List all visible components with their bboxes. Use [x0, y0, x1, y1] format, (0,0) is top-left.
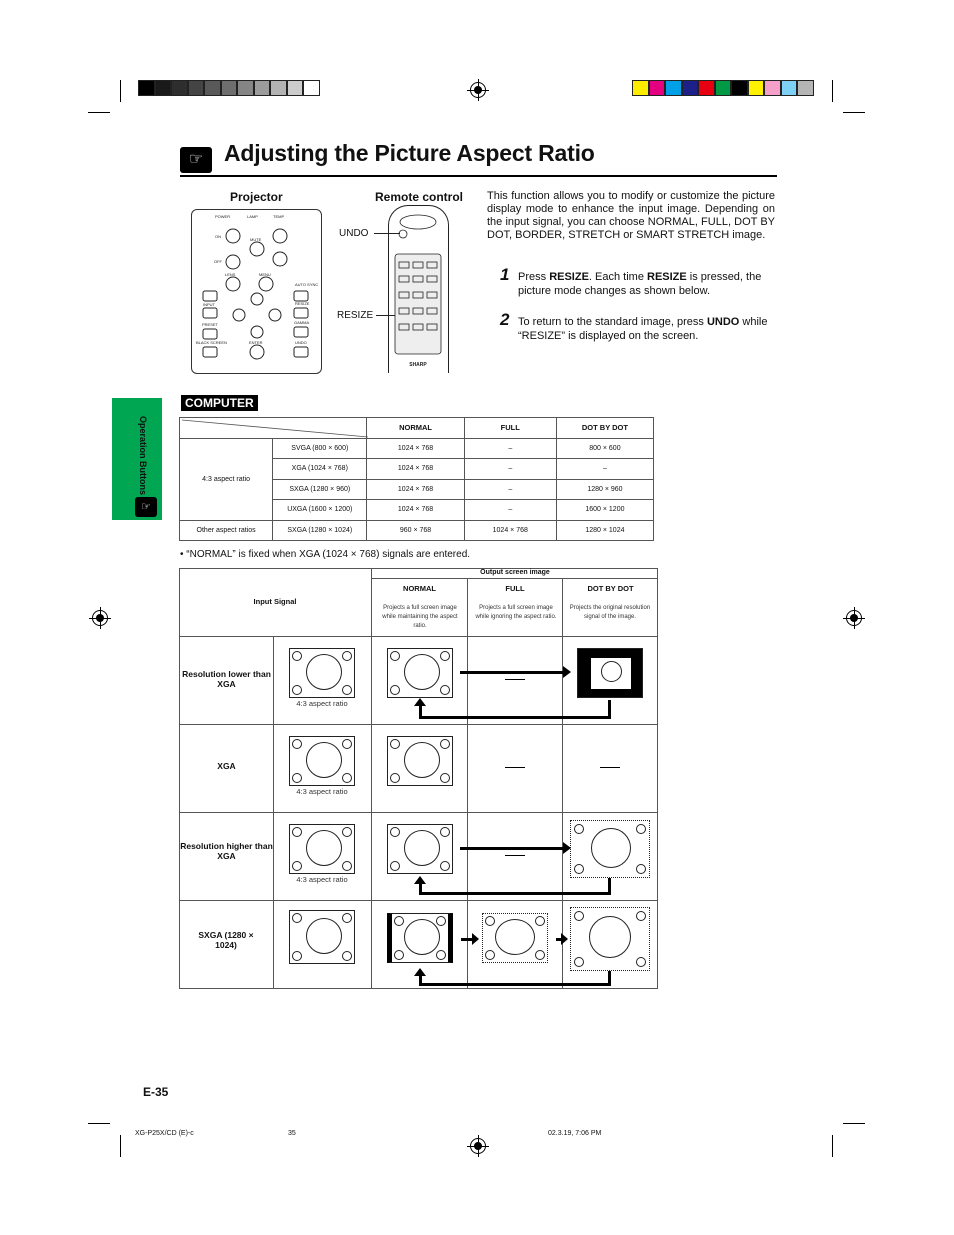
color-swatch: [715, 80, 732, 96]
svg-text:LENS: LENS: [225, 272, 236, 277]
table-cell: 800 × 600: [556, 438, 653, 459]
registration-mark: [470, 1138, 486, 1154]
remote-label: Remote control: [375, 190, 464, 204]
arrow-head-up: [414, 698, 426, 706]
row-label: SXGA (1280 × 1024): [198, 930, 254, 950]
input-caption: 4:3 aspect ratio: [296, 787, 348, 796]
svg-text:ENTER: ENTER: [249, 340, 263, 345]
svg-text:SHARP: SHARP: [409, 362, 427, 368]
sidebar-label: Operation Buttons: [138, 416, 148, 495]
color-swatch: [221, 80, 238, 96]
projector-keypad: [191, 209, 322, 374]
table-cell: –: [464, 500, 556, 521]
col-full-desc: Projects a full screen image while ignoring the aspect ratio.: [475, 605, 557, 620]
arrow-head-right: [563, 842, 571, 854]
col-dot-by-dot: DOT BY DOT: [587, 584, 634, 593]
input-caption: 4:3 aspect ratio: [296, 875, 348, 884]
input-caption: 4:3 aspect ratio: [296, 699, 348, 708]
grid-line: [467, 578, 468, 989]
table-cell: 1024 × 768: [367, 438, 464, 459]
svg-text:POWER: POWER: [215, 214, 231, 219]
svg-text:PRESET: PRESET: [202, 322, 219, 327]
grid-line: [562, 578, 563, 989]
color-swatch: [287, 80, 304, 96]
screen-image: [570, 907, 650, 971]
table-cell: XGA (1024 × 768): [273, 459, 367, 480]
table-cell: 1024 × 768: [367, 500, 464, 521]
output-screen-header: Output screen image: [480, 569, 550, 576]
grid-line: [179, 724, 658, 725]
cycle-arrow: [419, 706, 422, 718]
page-number: E-35: [143, 1085, 169, 1099]
color-swatch: [188, 80, 205, 96]
crop-mark: [88, 112, 110, 113]
svg-text:BLACK SCREEN: BLACK SCREEN: [196, 340, 227, 345]
svg-text:GAMMA: GAMMA: [294, 320, 310, 325]
arrow-head-right: [561, 933, 568, 945]
crop-mark: [120, 80, 121, 102]
svg-text:LAMP: LAMP: [247, 214, 258, 219]
grid-line: [371, 568, 372, 989]
table-corner-cell: [180, 418, 367, 439]
svg-text:MENU: MENU: [259, 272, 271, 277]
registration-mark: [846, 610, 862, 626]
intro-paragraph: This function allows you to modify or customize the picture display mode to enhance the input image. Depending on the input signal, you can choose NORMAL, FULL, DOT BY DOT, BORDER, STRETCH or SMART STRETCH image.: [487, 190, 775, 241]
not-applicable-dash: [600, 767, 620, 768]
cycle-arrow: [419, 892, 611, 895]
crop-mark: [843, 1123, 865, 1124]
color-swatch: [204, 80, 221, 96]
screen-image: [289, 910, 355, 964]
remote-control-drawing: [388, 205, 449, 373]
crop-mark: [843, 112, 865, 113]
svg-text:OFF: OFF: [214, 259, 222, 264]
table-cell: 1024 × 768: [367, 459, 464, 480]
cycle-arrow: [460, 671, 565, 674]
color-swatch: [781, 80, 798, 96]
svg-text:UNDO: UNDO: [295, 340, 307, 345]
color-swatch: [303, 80, 320, 96]
cycle-arrow: [419, 884, 422, 894]
screen-image: [387, 913, 453, 963]
arrow-head-right: [472, 933, 479, 945]
table-cell: –: [464, 459, 556, 480]
grid-line: [179, 900, 658, 901]
screen-image: [289, 648, 355, 698]
crop-mark: [88, 1123, 110, 1124]
computer-section-badge: COMPUTER: [181, 395, 258, 411]
registration-mark: [92, 610, 108, 626]
col-normal-desc: Projects a full screen image while maintaining the aspect ratio.: [382, 605, 458, 629]
col-normal: NORMAL: [403, 584, 436, 593]
projector-label: Projector: [230, 190, 283, 204]
registration-mark: [470, 82, 486, 98]
step-1-number: 1: [500, 265, 510, 284]
resolution-table: [179, 417, 654, 541]
not-applicable-dash: [505, 679, 525, 680]
input-signal-header: Input Signal: [253, 597, 297, 606]
group-label: 4:3 aspect ratio: [180, 438, 273, 520]
screen-image: [289, 736, 355, 786]
color-swatch: [171, 80, 188, 96]
screen-image: [289, 824, 355, 874]
table-cell: –: [556, 459, 653, 480]
table-cell: 1280 × 1024: [556, 520, 653, 541]
table-cell: SXGA (1280 × 960): [273, 479, 367, 500]
screen-image: [387, 824, 453, 874]
color-swatch: [797, 80, 814, 96]
color-swatch: [138, 80, 155, 96]
cycle-arrow: [419, 983, 611, 986]
svg-text:AUTO SYNC: AUTO SYNC: [295, 282, 319, 287]
cycle-arrow: [419, 976, 422, 985]
color-swatch: [155, 80, 172, 96]
svg-text:INPUT: INPUT: [203, 302, 215, 307]
remote-hand-icon: ☞: [135, 497, 157, 517]
table-cell: 1280 × 960: [556, 479, 653, 500]
arrow-head-right: [563, 666, 571, 678]
svg-text:MUTE: MUTE: [250, 237, 262, 242]
remote-hand-icon: ☞: [180, 147, 212, 173]
footer-file: XG-P25X/CD (E)-c: [135, 1130, 194, 1137]
color-swatch: [764, 80, 781, 96]
row-label: XGA: [217, 761, 236, 771]
grid-line: [371, 578, 658, 579]
table-cell: 960 × 768: [367, 520, 464, 541]
undo-callout: UNDO: [339, 228, 369, 239]
table-cell: 1024 × 768: [367, 479, 464, 500]
screen-circle: [601, 661, 622, 682]
col-header-normal: NORMAL: [367, 418, 464, 439]
arrow-head-up: [414, 876, 426, 884]
color-swatch: [698, 80, 715, 96]
col-full: FULL: [505, 584, 525, 593]
row-label: Resolution higher than XGA: [180, 841, 273, 861]
screen-image: [387, 736, 453, 786]
step-1-text: Press RESIZE. Each time RESIZE is pressed, the picture mode changes as shown below.: [518, 271, 762, 297]
svg-text:TEMP: TEMP: [273, 214, 285, 219]
table-cell: 1600 × 1200: [556, 500, 653, 521]
color-swatch: [731, 80, 748, 96]
crop-mark: [832, 80, 833, 102]
color-swatch: [237, 80, 254, 96]
grid-line: [179, 636, 658, 637]
step-2-number: 2: [500, 310, 510, 329]
color-swatch: [254, 80, 271, 96]
crop-mark: [120, 1135, 121, 1157]
table-cell: –: [464, 438, 556, 459]
table-cell: UXGA (1600 × 1200): [273, 500, 367, 521]
screen-image: [570, 820, 650, 878]
group-label: Other aspect ratios: [180, 520, 273, 541]
screen-inner-image: [591, 658, 631, 689]
footer-page: 35: [288, 1130, 296, 1137]
col-header-dot-by-dot: DOT BY DOT: [556, 418, 653, 439]
col-dot-desc: Projects the original resolution signal of the image.: [569, 605, 651, 620]
table-cell: –: [464, 479, 556, 500]
color-swatch: [748, 80, 765, 96]
color-swatch: [682, 80, 699, 96]
table-cell: SXGA (1280 × 1024): [273, 520, 367, 541]
cycle-arrow: [419, 716, 611, 719]
crop-mark: [832, 1135, 833, 1157]
grid-line: [179, 812, 658, 813]
corner-diagonal: [180, 418, 368, 438]
arrow-head-up: [414, 968, 426, 976]
table-cell: SVGA (800 × 600): [273, 438, 367, 459]
screen-image: [482, 913, 548, 963]
remote-buttons-drawing: [389, 206, 447, 372]
color-swatch: [632, 80, 649, 96]
color-swatch: [649, 80, 666, 96]
step-2-text: To return to the standard image, press UNDO while “RESIZE” is displayed on the screen.: [518, 316, 768, 342]
screen-image: [577, 648, 643, 698]
svg-text:ON: ON: [215, 234, 221, 239]
col-header-full: FULL: [464, 418, 556, 439]
title-rule: [180, 175, 777, 177]
color-swatch: [270, 80, 287, 96]
table-cell: 1024 × 768: [464, 520, 556, 541]
normal-note: • “NORMAL” is fixed when XGA (1024 × 768) signals are entered.: [180, 549, 471, 560]
page-title: Adjusting the Picture Aspect Ratio: [224, 140, 595, 166]
footer-date: 02.3.19, 7:06 PM: [548, 1130, 602, 1137]
svg-text:RESIZE: RESIZE: [295, 301, 310, 306]
color-swatch: [665, 80, 682, 96]
screen-image: [387, 648, 453, 698]
cycle-arrow: [460, 847, 565, 850]
not-applicable-dash: [505, 767, 525, 768]
resize-callout: RESIZE: [337, 310, 374, 321]
projector-keypad-drawing: [191, 209, 322, 374]
not-applicable-dash: [505, 855, 525, 856]
row-label: Resolution lower than XGA: [182, 669, 271, 689]
